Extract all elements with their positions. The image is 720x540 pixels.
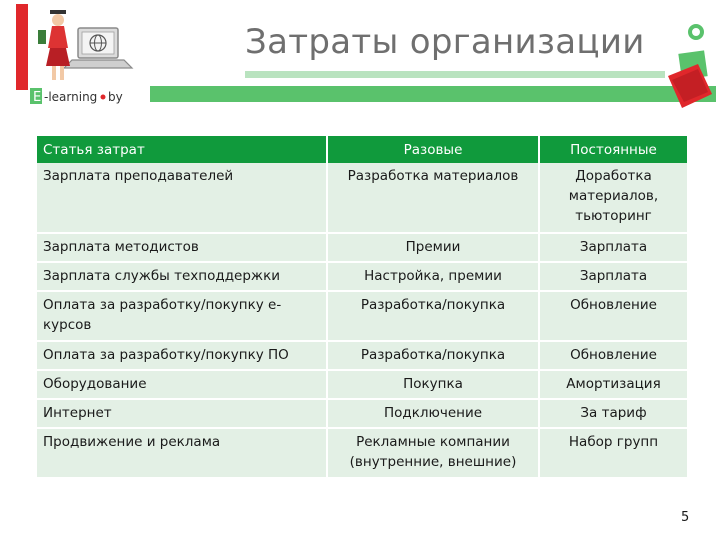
table-cell: Разработка материалов [327, 163, 539, 233]
column-header-one-time: Разовые [327, 136, 539, 163]
title-underline [245, 71, 665, 78]
table-cell: Амортизация [539, 370, 687, 399]
column-header-cost-item: Статья затрат [37, 136, 327, 163]
logo-domain: by [108, 90, 123, 104]
green-divider-bar [150, 86, 716, 102]
table-row [37, 291, 687, 341]
table-row [37, 233, 687, 262]
logo-graphic [14, 4, 144, 112]
table-cell: Набор групп [539, 428, 687, 478]
table-cell: Зарплата [539, 233, 687, 262]
table-cell: Оборудование [37, 370, 327, 399]
table-row [37, 428, 687, 478]
table-cell: Обновление [539, 291, 687, 341]
table-row [37, 370, 687, 399]
table-cell: Оплата за разработку/покупку е-курсов [37, 291, 327, 341]
table-cell: Настройка, премии [327, 262, 539, 291]
table-cell: Доработка материалов, тьюторинг [539, 163, 687, 233]
logo-letter-e: E [33, 90, 42, 105]
table-cell: Интернет [37, 399, 327, 428]
table-row [37, 341, 687, 370]
table-cell: Разработка/покупка [327, 291, 539, 341]
table-row [37, 399, 687, 428]
column-header-recurring: Постоянные [539, 136, 687, 163]
table-cell: Покупка [327, 370, 539, 399]
table-cell: Рекламные компании (внутренние, внешние) [327, 428, 539, 478]
page-number: 5 [681, 510, 690, 525]
table-cell: За тариф [539, 399, 687, 428]
table-header-row [37, 136, 687, 163]
table-cell: Подключение [327, 399, 539, 428]
table-cell: Разработка/покупка [327, 341, 539, 370]
costs-table [37, 136, 687, 479]
table-row [37, 262, 687, 291]
table-cell: Зарплата [539, 262, 687, 291]
table-cell: Обновление [539, 341, 687, 370]
elearning-logo [14, 4, 144, 112]
decorative-book-icon [660, 22, 720, 112]
table-cell: Премии [327, 233, 539, 262]
table-cell: Зарплата методистов [37, 233, 327, 262]
logo-wordmark: -learning [44, 90, 98, 104]
page-title: Затраты организации [245, 22, 645, 62]
table-row [37, 163, 687, 233]
table-cell: Продвижение и реклама [37, 428, 327, 478]
table-cell: Зарплата преподавателей [37, 163, 327, 233]
table-cell: Оплата за разработку/покупку ПО [37, 341, 327, 370]
table-cell: Зарплата службы техподдержки [37, 262, 327, 291]
